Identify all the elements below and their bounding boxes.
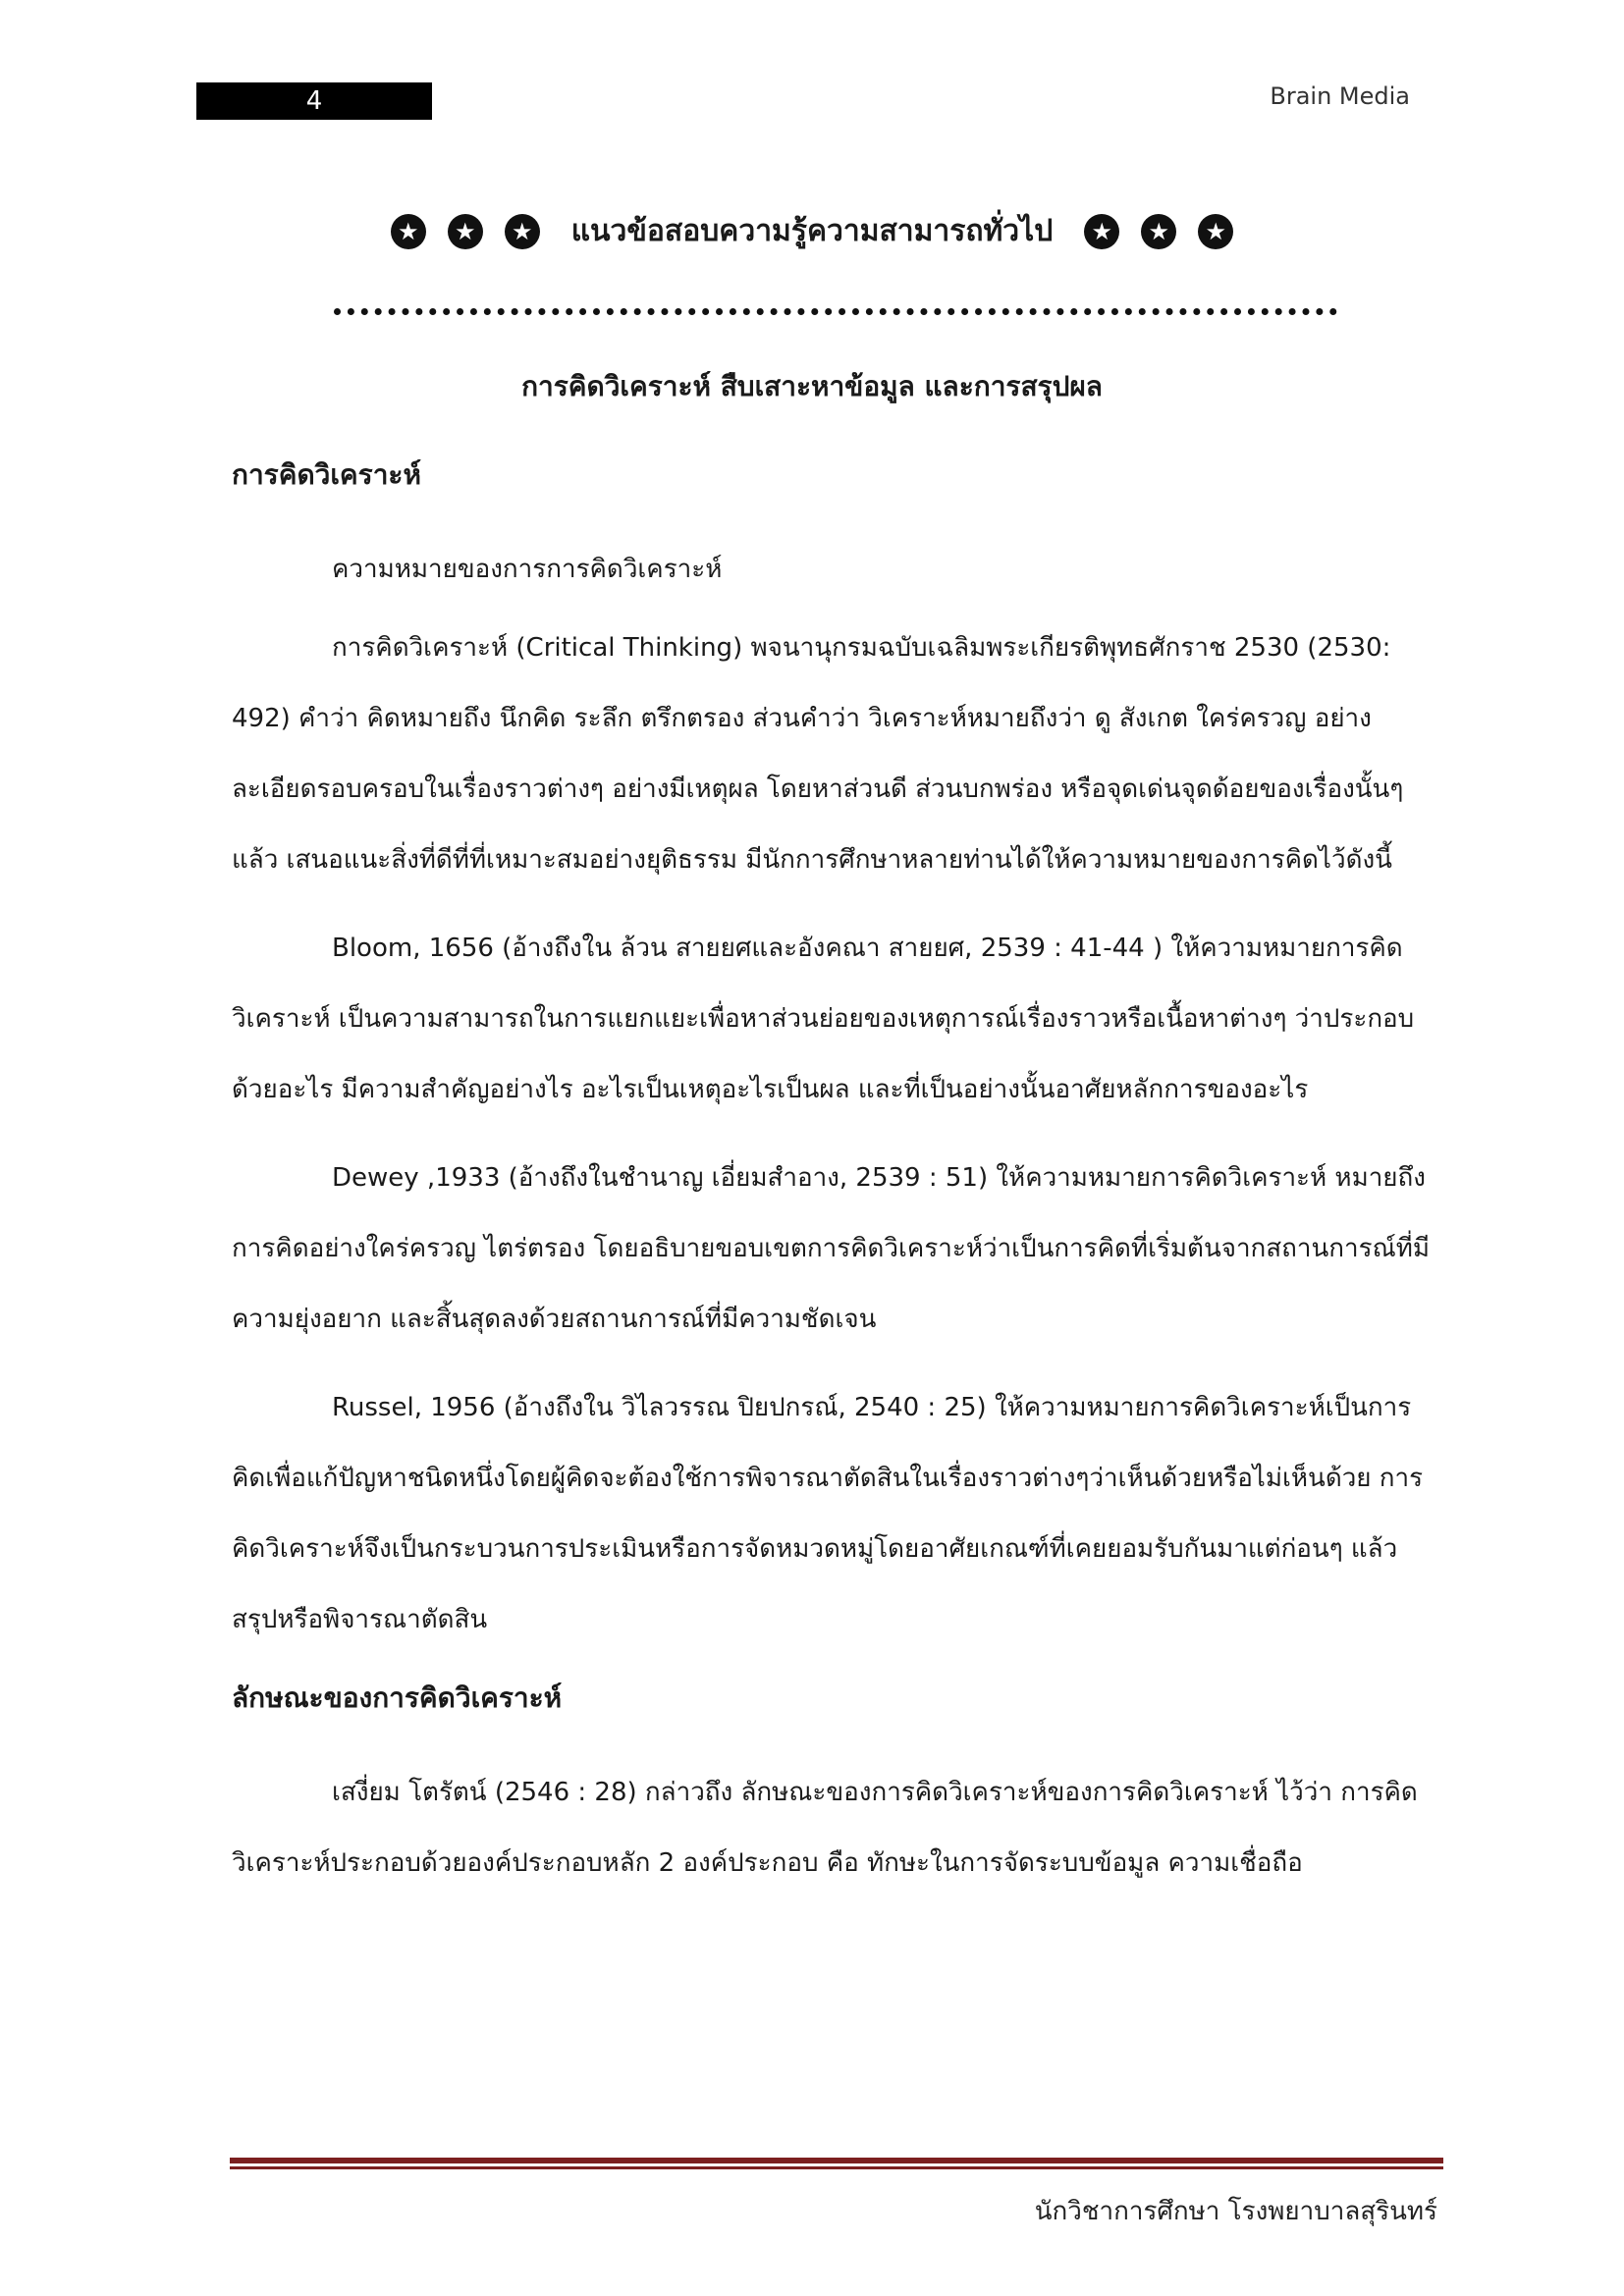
dotted-divider [334, 308, 1337, 315]
left-star-group [391, 214, 540, 249]
paragraph-meaning-heading: ความหมายของการการคิดวิเคราะห์ [332, 555, 723, 584]
document-body [232, 454, 1430, 1916]
page-number: 4 [305, 86, 323, 116]
right-star-group [1084, 214, 1233, 249]
footer-rule-thin [230, 2166, 1443, 2169]
star-circle-icon: ★ [1084, 214, 1119, 249]
section-heading-characteristics: ลักษณะของการคิดวิเคราะห์ [232, 1682, 563, 1714]
star-circle-icon: ★ [1141, 214, 1176, 249]
section-heading-analytical-thinking: การคิดวิเคราะห์ [232, 458, 421, 491]
page-number-bar [196, 82, 432, 120]
section-subtitle: การคิดวิเคราะห์ สืบเสาะหาข้อมูล และการสรุปผล [521, 370, 1103, 402]
paragraph-russel: Russel, 1956 (อ้างถึงใน วิไลวรรณ ปิยปกรณ์, 2540 : 25) ให้ความหมายการคิดวิเคราะห์เป็นการคิดเพื่อแก้ปัญหาชนิดหนึ่งโดยผู้คิดจะต้องใช้การพิจารณาตัดสินในเรื่องราวต่างๆว่าเห็นด้วยหรือไม่เห็นด้วย การคิดวิเคราะห์จึงเป็นกระบวนการประเมินหรือการจัดหมวดหมู่โดยอาศัยเกณฑ์ที่เคยยอมรับกันมาแต่ก่อนๆ แล้วสรุปหรือพิจารณาตัดสิน [232, 1393, 1424, 1634]
star-circle-icon: ★ [391, 214, 426, 249]
star-circle-icon: ★ [505, 214, 540, 249]
page-title-row [0, 208, 1624, 254]
paragraph-dewey: Dewey ,1933 (อ้างถึงในชำนาญ เอี่ยมสำอาง, 2539 : 51) ให้ความหมายการคิดวิเคราะห์ หมายถึง การคิดอย่างใคร่ครวญ ไตร่ตรอง โดยอธิบายขอบเขตการคิดวิเคราะห์ว่าเป็นการคิดที่เริ่มต้นจากสถานการณ์ที่มีความยุ่งอยาก และสิ้นสุดลงด้วยสถานการณ์ที่มีความชัดเจน [232, 1163, 1430, 1334]
footer-text: นักวิชาการศึกษา โรงพยาบาลสุรินทร์ [1034, 2197, 1437, 2226]
footer-rule-thick [230, 2158, 1443, 2163]
paragraph-bloom: Bloom, 1656 (อ้างถึงใน ล้วน สายยศและอังคณา สายยศ, 2539 : 41-44 ) ให้ความหมายการคิดวิเคราะห์ เป็นความสามารถในการแยกแยะเพื่อหาส่วนย่อยของเหตุการณ์เรื่องราวหรือเนื้อหาต่างๆ ว่าประกอบด้วยอะไร มีความสำคัญอย่างไร อะไรเป็นเหตุอะไรเป็นผล และที่เป็นอย่างนั้นอาศัยหลักการของอะไร [232, 934, 1415, 1104]
paragraph-definition: การคิดวิเคราะห์ (Critical Thinking) พจนานุกรมฉบับเฉลิมพระเกียรติพุทธศักราช 2530 (2530: 492) คำว่า คิดหมายถึง นึกคิด ระลึก ตรึกตรอง ส่วนคำว่า วิเคราะห์หมายถึงว่า ดู สังเกต ใคร่ครวญ อย่างละเอียดรอบครอบในเรื่องราวต่างๆ อย่างมีเหตุผล โดยหาส่วนดี ส่วนบกพร่อง หรือจุดเด่นจุดด้อยของเรื่องนั้นๆ แล้ว เสนอแนะสิ่งที่ดีที่ที่เหมาะสมอย่างยุติธรรม มีนักการศึกษาหลายท่านได้ให้ความหมายของการคิดไว้ดังนี้ [232, 633, 1404, 875]
publisher-name: Brain Media [1270, 82, 1410, 110]
page-title: แนวข้อสอบความรู้ความสามารถทั่วไป [570, 214, 1054, 248]
star-circle-icon: ★ [1198, 214, 1233, 249]
star-circle-icon: ★ [448, 214, 483, 249]
paragraph-characteristics: เสงี่ยม โตรัตน์ (2546 : 28) กล่าวถึง ลักษณะของการคิดวิเคราะห์ของการคิดวิเคราะห์ ไว้ว่า การคิดวิเคราะห์ประกอบด้วยองค์ประกอบหลัก 2 องค์ประกอบ คือ ทักษะในการจัดระบบข้อมูล ความเชื่อถือ [232, 1778, 1418, 1878]
